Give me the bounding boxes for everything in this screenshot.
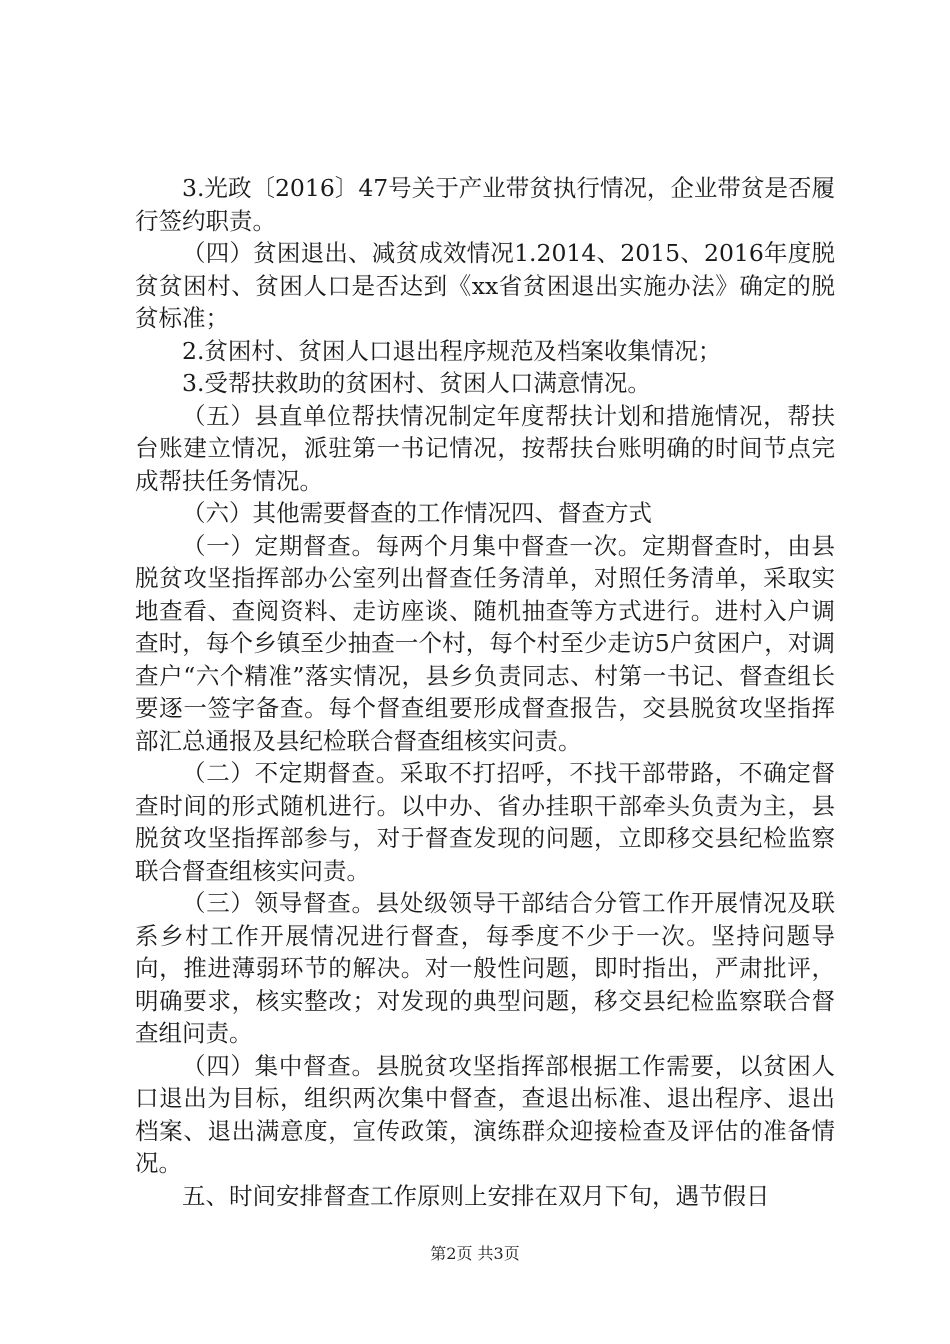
- paragraph-poverty-exit: （四）贫困退出、减贫成效情况1.2014、2015、2016年度脱贫贫困村、贫困人口是否达到《xx省贫困退出实施办法》确定的脱贫标准；: [135, 239, 835, 332]
- document-body: [135, 172, 835, 1212]
- paragraph-leader-inspection: （三）领导督查。县处级领导干部结合分管工作开展情况及联系乡村工作开展情况进行督查，每季度不少于一次。坚持问题导向，推进薄弱环节的解决。对一般性问题，即时指出，严肃批评，明确要求，核实整改；对发现的典型问题，移交县纪检监察联合督查组问责。: [135, 889, 835, 1047]
- paragraph-centralized-inspection: （四）集中督查。县脱贫攻坚指挥部根据工作需要，以贫困人口退出为目标，组织两次集中督查，查退出标准、退出程序、退出档案、退出满意度，宣传政策，演练群众迎接检查及评估的准备情况。: [135, 1051, 835, 1177]
- paragraph-schedule: 五、时间安排督查工作原则上安排在双月下旬，遇节假日: [182, 1181, 770, 1210]
- paragraph-county-units: （五）县直单位帮扶情况制定年度帮扶计划和措施情况，帮扶台账建立情况，派驻第一书记情况，按帮扶台账明确的时间节点完成帮扶任务情况。: [135, 401, 835, 495]
- paragraph-irregular-inspection: （二）不定期督查。采取不打招呼，不找干部带路，不确定督查时间的形式随机进行。以中办、省办挂职干部牵头负责为主，县脱贫攻坚指挥部参与，对于督查发现的问题，立即移交县纪检监察联合督查组核实问责。: [135, 759, 835, 885]
- paragraph-other-inspection: （六）其他需要督查的工作情况四、督查方式: [182, 499, 652, 527]
- paragraph-satisfaction: 3.受帮扶救助的贫困村、贫困人口满意情况。: [182, 369, 651, 397]
- paragraph-regular-inspection: （一）定期督查。每两个月集中督查一次。定期督查时，由县脱贫攻坚指挥部办公室列出督查任务清单，对照任务清单，采取实地查看、查阅资料、走访座谈、随机抽查等方式进行。进村入户调查时，每个乡镇至少抽查一个村，每个村至少走访5户贫困户，对调查户“六个精准”落实情况，县乡负责同志、村第一书记、督查组长要逐一签字备查。每个督查组要形成督查报告，交县脱贫攻坚指挥部汇总通报及县纪检联合督查组核实问责。: [135, 531, 835, 755]
- paragraph-exit-procedure: 2.贫困村、贫困人口退出程序规范及档案收集情况；: [182, 336, 722, 365]
- page-footer: 第2页 共3页: [430, 1244, 520, 1263]
- paragraph-industry-poverty: 3.光政〔2016〕47号关于产业带贫执行情况，企业带贫是否履行签约职责。: [135, 174, 835, 235]
